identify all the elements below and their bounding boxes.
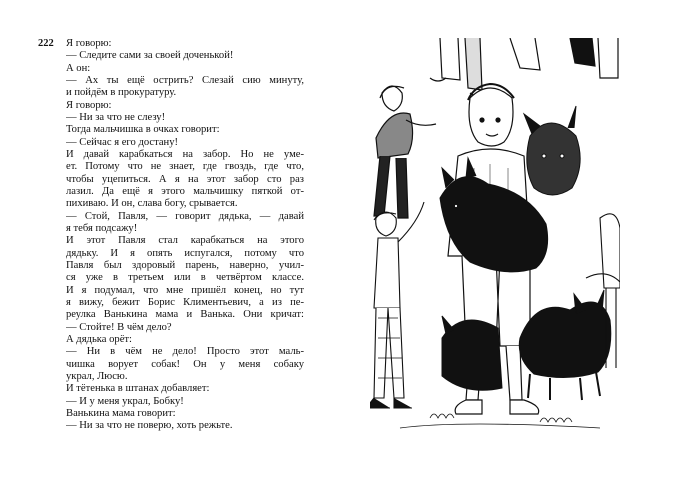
figure-woman <box>370 202 424 408</box>
dog-standing <box>519 290 611 400</box>
crowd-top <box>430 38 618 96</box>
ground-grass <box>400 414 600 428</box>
text-line: И тётенька в штанах добавляет: <box>66 383 210 395</box>
text-line: А дядька орёт: <box>66 333 132 345</box>
text-line: — Сейчас я его достану! <box>66 136 179 148</box>
illustration-drawing <box>370 38 620 434</box>
text-line: Павля был здоровый парень, наверно, учил- <box>66 259 304 271</box>
text-line: и пойдём в прокуратуру. <box>66 87 177 99</box>
text-line: — Ни за что не слезу! <box>66 111 166 123</box>
dog-behind-boy <box>442 316 502 390</box>
text-line: — Стой, Павля, — говорит дядька, — давай <box>66 210 304 222</box>
text-line: чтобы уцепиться. А я на этот забор сто раз <box>66 173 304 185</box>
text-line: — Ни за что не поверю, хоть режьте. <box>66 420 233 432</box>
text-line: — И у меня украл, Бобку! <box>66 395 184 407</box>
text-line: чишка ворует собак! Он у меня собаку <box>66 358 304 370</box>
text-line: Я говорю: <box>66 38 112 49</box>
text-line: А он: <box>66 62 91 74</box>
text-line: украл, Люсю. <box>66 370 128 382</box>
text-line: И я подумал, что мне пришёл конец, но тут <box>66 284 304 296</box>
text-line: И этот Павля стал карабкаться на этого <box>66 235 304 247</box>
text-line: Ванькина мама говорит: <box>66 407 176 419</box>
page-number: 222 <box>38 38 54 49</box>
text-line: я тебя подсажу! <box>66 222 138 234</box>
text-line: реулка Ванькина мама и Ванька. Они кричат: <box>66 309 304 321</box>
illustration <box>370 38 620 434</box>
text-line: — Следите сами за своей доченькой! <box>66 50 234 62</box>
text-line: — Стойте! В чём дело? <box>66 321 172 333</box>
text-line: дядьку. И я опять испугался, потому что <box>66 247 304 259</box>
text-line: Я говорю: <box>66 99 112 111</box>
text-line: ся уже в третьем или в четвёртом классе. <box>66 272 304 284</box>
text-line: — Ни в чём не дело! Просто этот маль- <box>66 346 304 358</box>
figure-left-man <box>374 86 436 218</box>
text-line: пихиваю. И он, слава богу, срывается. <box>66 198 238 210</box>
dog-head-portrait <box>524 106 580 195</box>
text-line: И давай карабкаться на забор. Но не уме- <box>66 148 304 160</box>
text-line: лазил. Да ещё я этого мальчишку пяткой от- <box>66 185 304 197</box>
text-line: — Ах ты ещё острить? Слезай сию минуту, <box>66 74 304 86</box>
body-text <box>66 38 304 433</box>
text-line: Тогда мальчишка в очках говорит: <box>66 124 220 136</box>
text-line: ет. Потому что не знает, где гвоздь, где что, <box>66 161 304 173</box>
text-line: я вижу, бежит Борис Климентьевич, а из пе- <box>66 296 304 308</box>
